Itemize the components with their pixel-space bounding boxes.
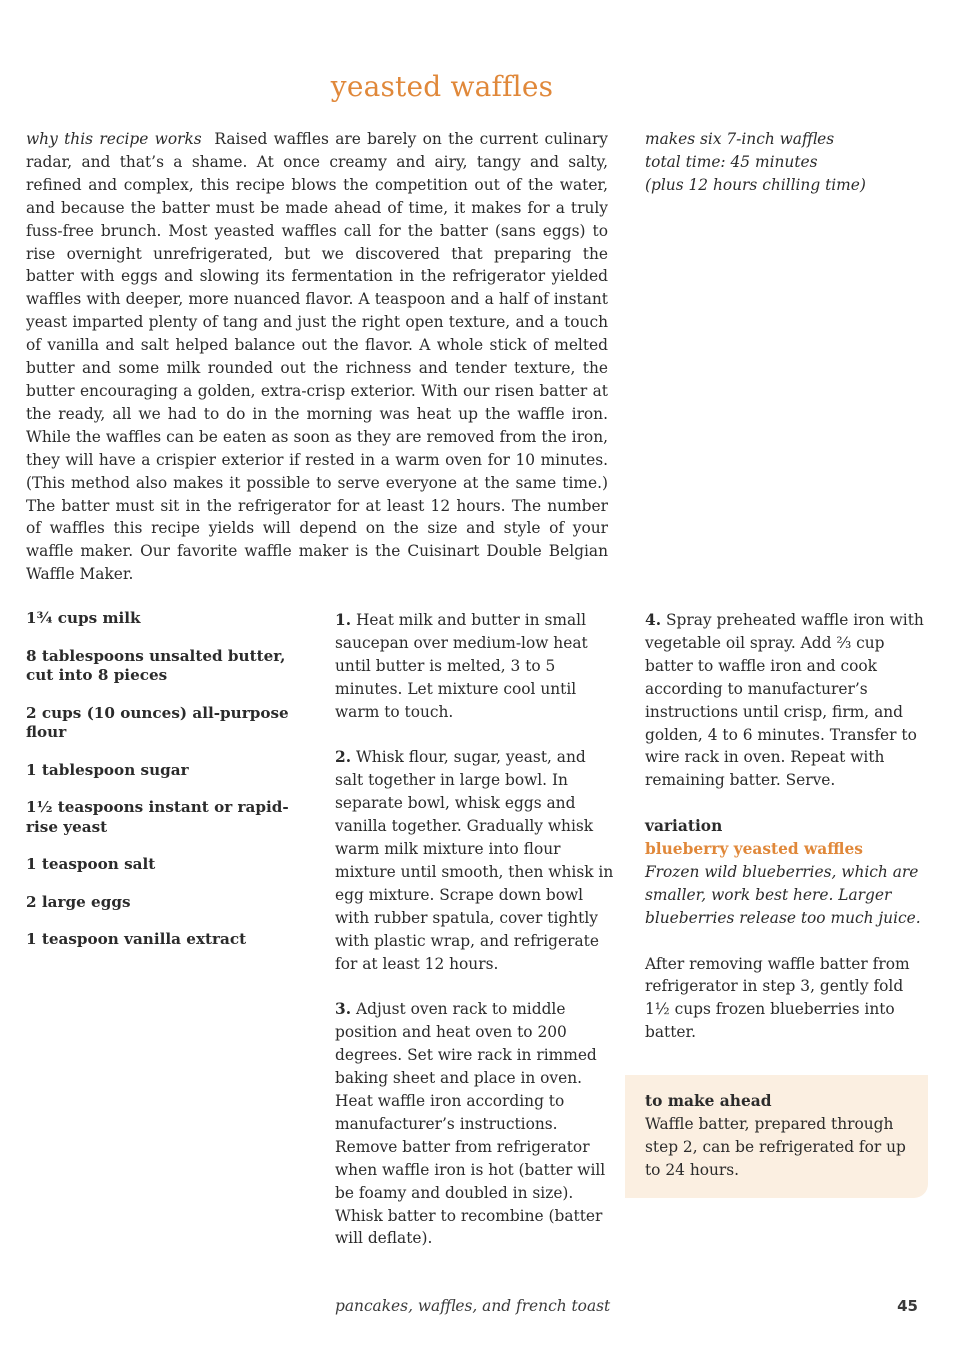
recipe-chill-time: (plus 12 hours chilling time): [645, 175, 866, 194]
step-text: Spray preheated waffle iron with vegetable oil spray. Add ⅔ cup batter to waffle iron and cook according to manufacturer’s instructions until crisp, firm, and golden, 4 to 6 minutes. Transfer to wire rack in oven. Repeat with remaining batter. Serve.: [645, 611, 924, 790]
ingredient-item: 2 cups (10 ounces) all-purpose flour: [26, 703, 289, 741]
intro-lead: why this recipe works: [26, 130, 202, 148]
ingredient-item: 1½ teaspoons instant or rapid-rise yeast: [26, 798, 289, 836]
recipe-title: yeasted waffles: [330, 70, 554, 103]
recipe-yield: makes six 7-inch waffles: [645, 130, 835, 148]
step-number: 1.: [335, 611, 352, 629]
ingredient-list: [26, 609, 306, 968]
step-2: [335, 746, 615, 975]
step-1: [335, 609, 615, 724]
step-4: [645, 609, 930, 792]
step-number: 3.: [335, 1000, 352, 1019]
ingredient-item: 2 large eggs: [26, 892, 131, 911]
make-ahead-heading: to make ahead: [645, 1092, 772, 1110]
page-number: 45: [897, 1297, 918, 1315]
intro-body: Raised waffles are barely on the current culinary radar, and that’s a shame. At once creamy and airy, tangy and salty, refined and complex, this recipe blows the competition out of the water, and because the batter must be made ahead of time, it makes for a truly fuss-free brunch. Most yeasted waffles call for the batter (sans eggs) to rise overnight unrefrigerated, but we discovered that preparing the batter with eggs and slowing its fermentation in the refrigerator yielded waffles with deeper, more nuanced flavor. A teaspoon and a half of instant yeast imparted plenty of tang and just the right open texture, and a touch of vanilla and salt helped balance out the flavor. A whole stick of melted butter and some milk rounded out the richness and tender texture, the butter encouraging a golden, extra-crisp exterior. With our risen batter at the ready, all we had to do in the morning was heat up the waffle iron. While the waffles can be eaten as soon as they are removed from the iron, they will have a crispier exterior if rested in a warm oven for 10 minutes. (This method also makes it possible to serve everyone at the same time.) The batter must sit in the refrigerator for at least 12 hours. The number of waffles this recipe yields will depend on the size and style of your waffle maker. Our favorite waffle maker is the Cuisinart Double Belgian Waffle Maker.: [26, 130, 608, 584]
step-number: 4.: [645, 611, 662, 629]
instruction-steps: [335, 609, 615, 1273]
ingredient-item: 8 tablespoons unsalted butter, cut into 8 pieces: [26, 646, 286, 684]
right-column: [645, 609, 930, 1044]
footer-section-title: pancakes, waffles, and french toast: [335, 1297, 611, 1315]
ingredient-item: 1¾ cups milk: [26, 609, 141, 627]
variation-name: blueberry yeasted waffles: [645, 840, 863, 859]
variation-instruction: After removing waffle batter from refrigerator in step 3, gently fold 1½ cups frozen blueberries into batter.: [645, 954, 910, 1042]
step-3: [335, 998, 615, 1250]
make-ahead-text: Waffle batter, prepared through step 2, can be refrigerated for up to 24 hours.: [645, 1114, 906, 1179]
intro-paragraph: [26, 128, 608, 586]
recipe-total-time: total time: 45 minutes: [645, 152, 818, 171]
variation-heading: variation: [645, 817, 723, 836]
recipe-meta: [645, 128, 935, 197]
ingredient-item: 1 teaspoon salt: [26, 855, 156, 873]
step-text: Whisk flour, sugar, yeast, and salt together in large bowl. In separate bowl, whisk eggs and vanilla together. Gradually whisk warm milk mixture into flour mixture until smooth, then whisk in egg mixture. Scrape down bowl with rubber spatula, cover tightly with plastic wrap, and refrigerate for at least 12 hours.: [335, 748, 614, 973]
make-ahead-box: [625, 1075, 928, 1198]
ingredient-item: 1 teaspoon vanilla extract: [26, 930, 247, 948]
variation-description: Frozen wild blueberries, which are smaller, work best here. Larger blueberries release too much juice.: [645, 862, 921, 927]
step-text: Heat milk and butter in small saucepan over medium-low heat until butter is melted, 3 to 5 minutes. Let mixture cool until warm to touch.: [335, 611, 588, 721]
step-text: Adjust oven rack to middle position and heat oven to 200 degrees. Set wire rack in rimmed baking sheet and place in oven. Heat waffle iron according to manufacturer’s instructions. Remove batter from refrigerator when waffle iron is hot (batter will be foamy and doubled in size). Whisk batter to recombine (batter will deflate).: [335, 1000, 606, 1248]
ingredient-item: 1 tablespoon sugar: [26, 760, 189, 779]
step-number: 2.: [335, 748, 352, 767]
